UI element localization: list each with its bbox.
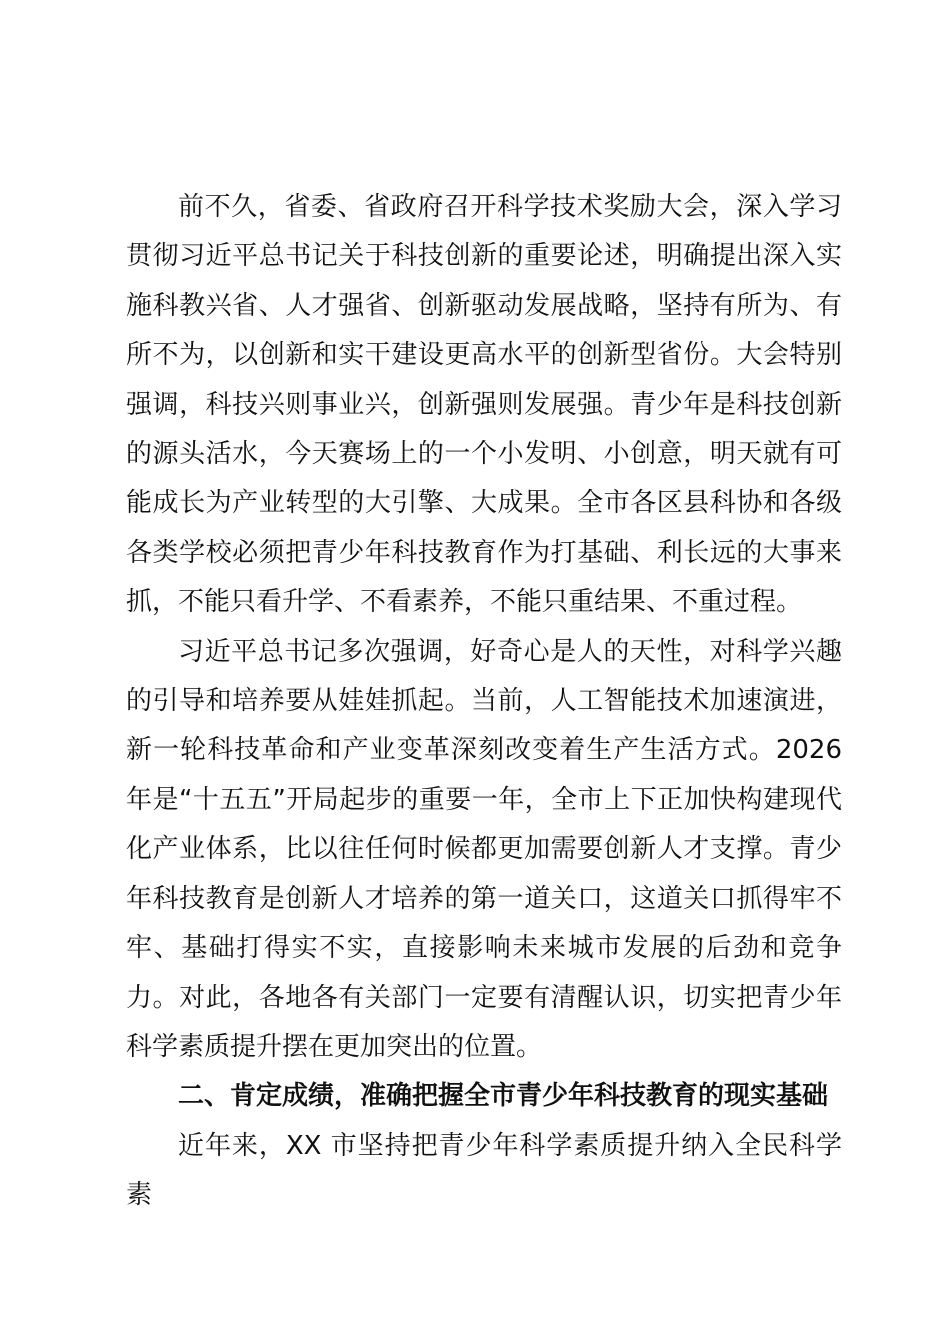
document-body — [126, 183, 842, 1221]
body-paragraph-3: 近年来，XX 市坚持把青少年科学素质提升纳入全民科学素 — [126, 1130, 842, 1211]
section-heading: 二、肯定成绩，准确把握全市青少年科技教育的现实基础 — [178, 1081, 829, 1112]
body-paragraph-1: 前不久，省委、省政府召开科学技术奖励大会，深入学习贯彻习近平总书记关于科技创新的重要论述，明确提出深入实施科教兴省、人才强省、创新驱动发展战略，坚持有所为、有所不为，以创新和实干建设更高水平的创新型省份。大会特别强调，科技兴则事业兴，创新强则发展强。青少年是科技创新的源头活水，今天赛场上的一个小发明、小创意，明天就有可能成长为产业转型的大引擎、大成果。全市各区县科协和各级各类学校必须把青少年科技教育作为打基础、利长远的大事来抓，不能只看升学、不看素养，不能只重结果、不重过程。 — [126, 192, 842, 618]
body-paragraph-2: 习近平总书记多次强调，好奇心是人的天性，对科学兴趣的引导和培养要从娃娃抓起。当前，人工智能技术加速演进，新一轮科技革命和产业变革深刻改变着生产生活方式。2026年是“十五五”开局起步的重要一年，全市上下正加快构建现代化产业体系，比以往任何时候都更加需要创新人才支撑。青少年科技教育是创新人才培养的第一道关口，这道关口抓得牢不牢、基础打得实不实，直接影响未来城市发展的后劲和竞争力。对此，各地各有关部门一定要有清醒认识，切实把青少年科学素质提升摆在更加突出的位置。 — [126, 636, 842, 1062]
